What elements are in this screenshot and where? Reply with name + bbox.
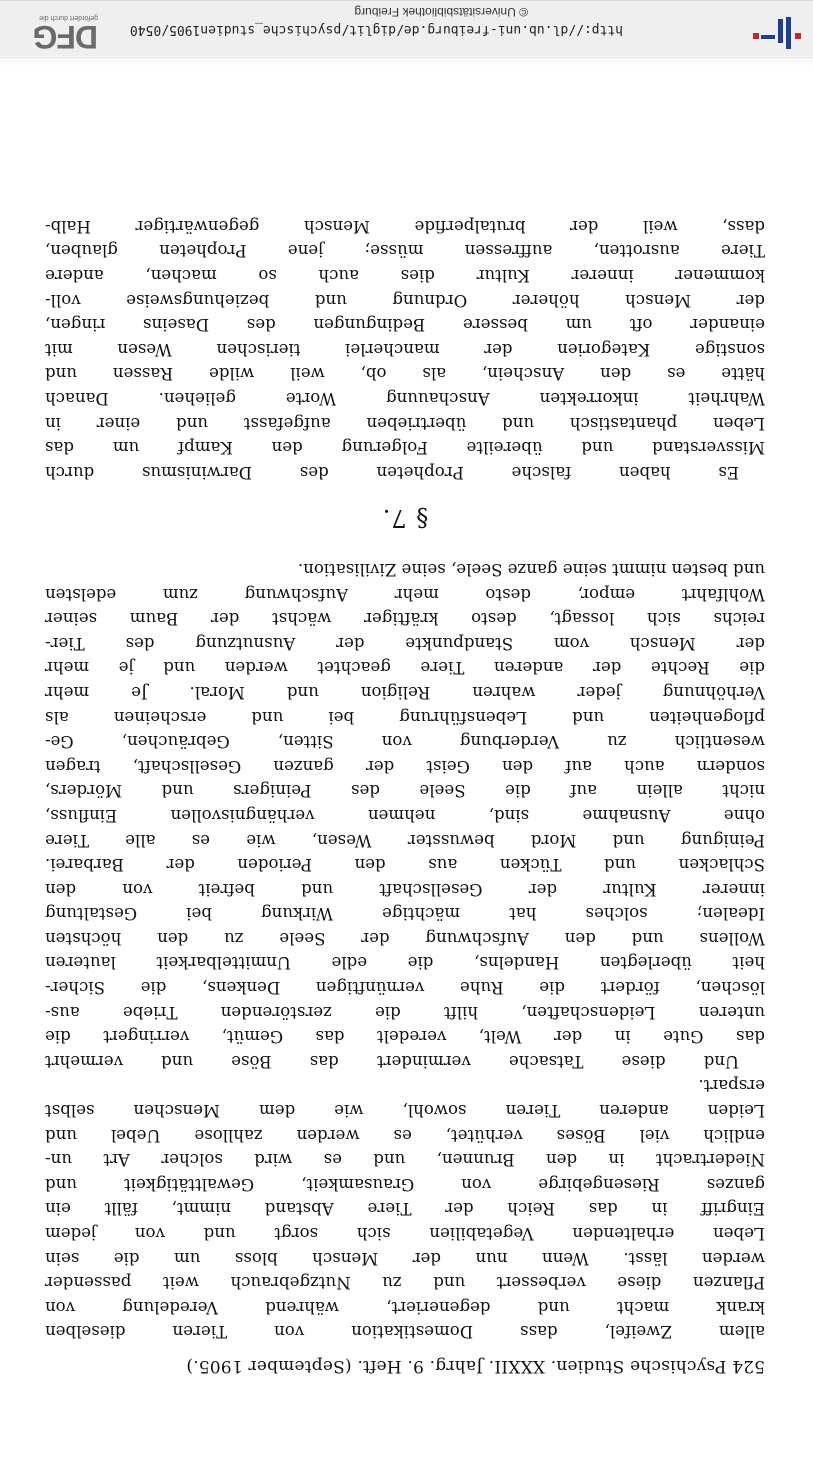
section-title: § 7. [381,504,429,533]
library-credit: © Universitätsbibliothek Freiburg [354,5,528,19]
text-line: löschen, fördert die Ruhe vernünftigen Denkens, die Sicher- [45,978,765,998]
text-line: ohne Ausnahme sind, nehmen verhängnisvollen Einfluss, [45,805,765,825]
dfg-mark: DFG [33,19,98,55]
text-line: Verhöhnung jeder wahren Religion und Moral. Je mehr [45,682,765,702]
running-header: 524 Psychische Studien. XXXII. Jahrg. 9. Heft. (September 1905.) [186,1356,765,1376]
text-line: nicht allein auf die Seele des Peinigers und Mörders, [45,781,765,801]
text-line: unteren Leidenschaften, hilft die zerstörenden Triebe aus- [45,1002,765,1022]
text-line: Es haben falsche Propheten des Darwinismus durch [45,462,739,482]
text-line: Schlacken und Tücken aus den Perioden der Barbarei. [45,855,765,875]
banner-divider [0,60,813,66]
page-margin [0,1410,813,1473]
text-line: der Mensch vom Standpunkte der Ausnutzung des Tier- [45,633,765,653]
text-line: reichs sich lossagt, desto kräftiger wächst der Baum seiner [45,609,765,629]
text-line: sondern auch auf den Geist der ganzen Gesellschaft, tragen [45,756,765,776]
dfg-subtitle: gefördert durch die [39,14,98,21]
paragraph-2 [45,556,765,1072]
dfg-logo [8,9,98,53]
text-line: heit überlegten Handelns, die edle Unmittelbarkeit lauteren [45,953,765,973]
text-line: Wohlfahrt empor, desto mehr Aufschwung zum edelsten [45,584,765,604]
text-line: die Rechte der anderen Tiere geachtet werden und je mehr [45,658,765,678]
text-line: Leiden anderen Tieren sowohl, wie dem Menschen selbst [45,1101,765,1121]
text-line: Leben phantastisch und übertrieben aufgefasst und einer in [45,413,765,433]
text-line: und besten nimmt seine ganze Seele, seine Zivilisation. [297,560,765,579]
source-url-link[interactable]: http://dl.ub.uni-freiburg.de/diglit/psychische_studien1905/0540 [129,22,623,37]
text-line: werden lässt. Wenn nun der Mensch bloss um die sein [45,1248,765,1268]
text-line: Peinigung und Mord bewusster Wesen, wie es alle Tiere [45,830,765,850]
text-line: allem Zweifel, dass Domestikation von Tieren dieselben [45,1322,765,1342]
paragraph-1 [45,1073,765,1344]
text-line: pflogenheiten und Lebensführung bei und erscheinen als [45,707,765,727]
text-line: Niedertracht in den Brunnen, und es wird solcher Art un- [45,1150,765,1170]
text-line: sonstige Kategorien der mancherlei tierischen Wesen mit [45,339,765,359]
text-line: kommener innerer Kultur dies auch so machen, andere [45,266,765,286]
text-line: dass, weil der brutalperfide Mensch gegenwärtiger Halb- [45,216,765,236]
text-line: Wollens und den Aufschwung der Seele zu den höchsten [45,928,765,948]
text-line: Eingriff in das Reich der Tiere Abstand nimmt, fällt ein [45,1199,765,1219]
text-line: Tiere ausrotten, auffressen müsse; jene Propheten glauben, [45,241,765,261]
text-line: erspart. [698,1076,765,1096]
text-line: hätte es den Anschein, als ob, weil wilde Rassen und [45,364,765,384]
scan-banner [0,0,813,59]
page-body [45,213,765,1378]
text-line: Missverstand und übereilte Folgerung den Kampf um das [45,438,765,458]
text-line: Pflanzen diese verbessert und zu Nutzgebrauch weit passender [45,1273,765,1293]
text-line: Idealen; solches hat mächtige Wirkung bei Gestaltung [45,904,765,924]
university-logo-icon [749,13,805,53]
text-line: krank macht und degeneriert, während Veredelung von [45,1297,765,1317]
text-line: innerer Kultur der Gesellschaft und befreit von den [45,879,765,899]
text-line: ganzes Riesengebirge von Grausamkeit, Gewalttätigkeit und [45,1174,765,1194]
paragraph-3 [45,213,765,484]
text-line: Wahrheit inkorrekten Anschauung Worte geliehen. Danach [45,389,765,409]
text-line: Und diese Tatsache vermindert das Böse und vermehrt [45,1051,739,1071]
scanned-page [0,70,813,1410]
text-line: der Mensch höherer Ordnung und beziehungsweise voll- [45,290,765,310]
text-line: Leben erhaltenden Vegetabilien sich sorgt und von jedem [45,1224,765,1244]
text-line: wesentlich zu Verderbung von Sitten, Gebräuchen, Ge- [45,732,765,752]
text-line: einander oft um bessere Bedingungen des Daseins ringen, [45,315,765,335]
text-line: endlich viel Böses verhütet, es werden zahllose Uebel und [45,1125,765,1145]
text-line: das Gute in der Welt, veredelt das Gemüt, verringert die [45,1027,765,1047]
